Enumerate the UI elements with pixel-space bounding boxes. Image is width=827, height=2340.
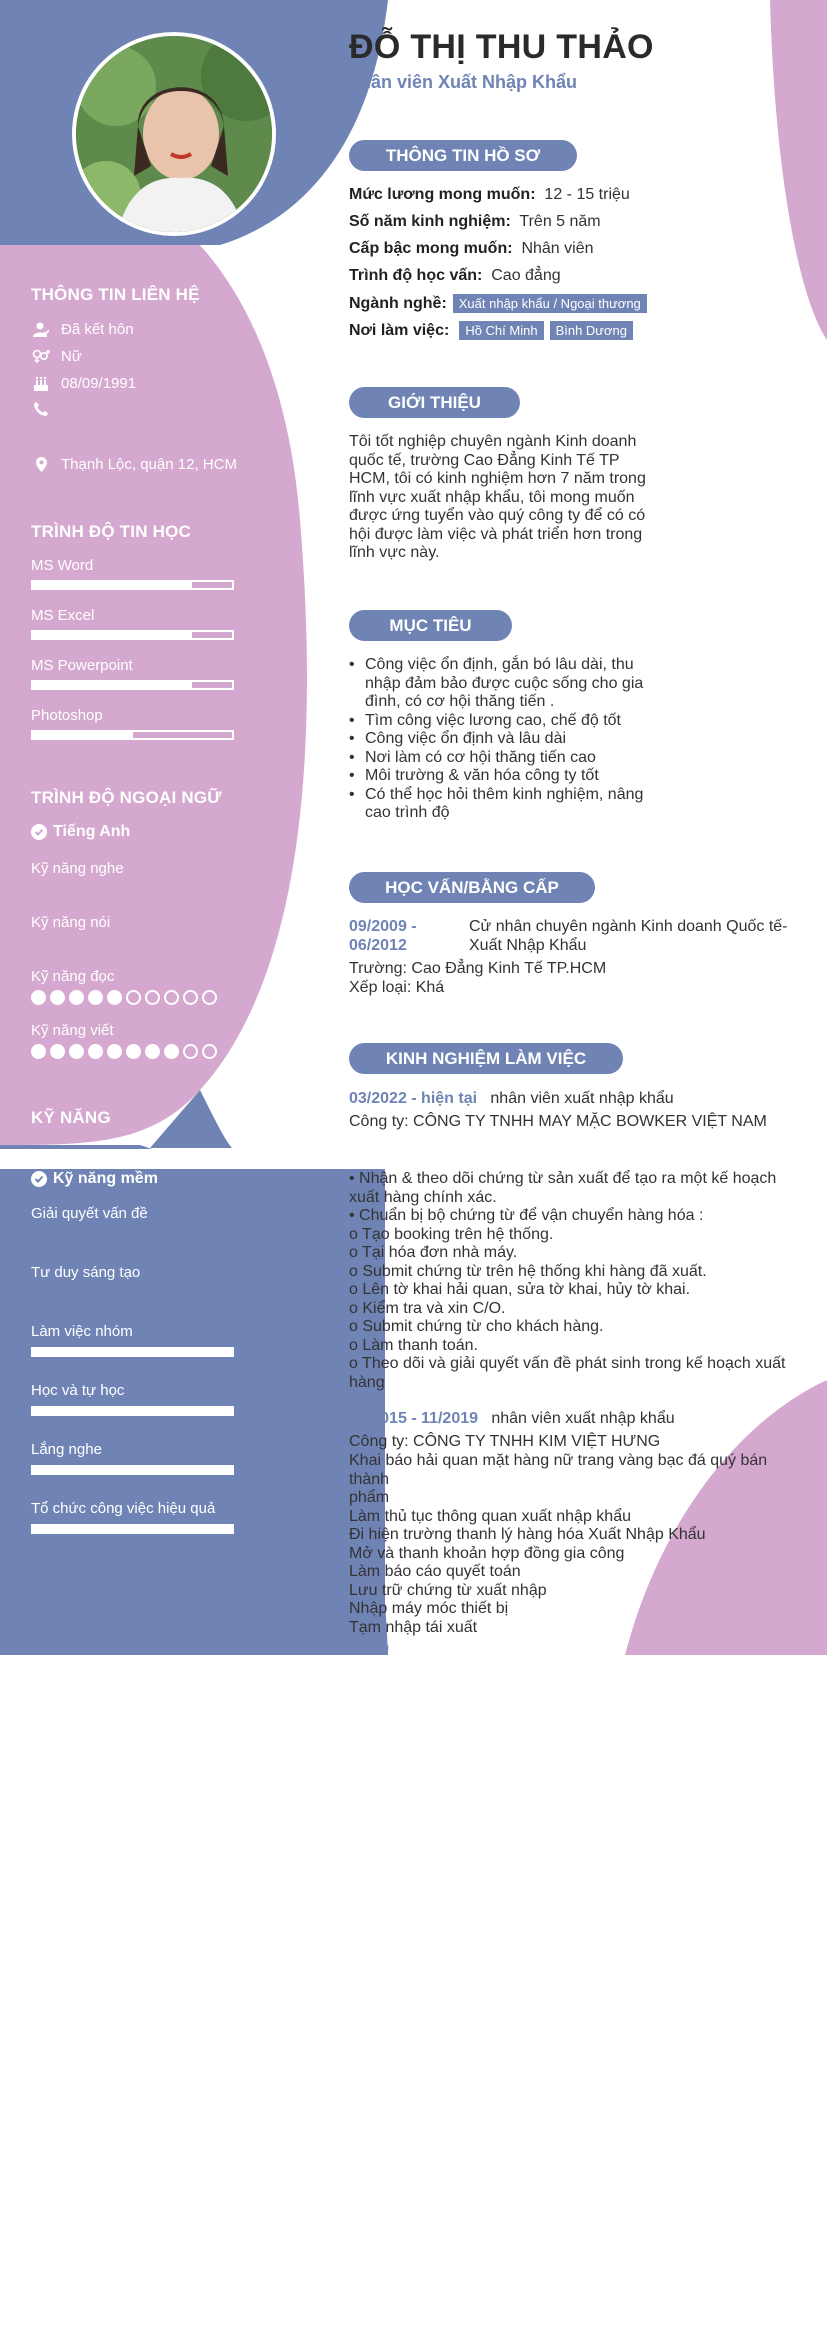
workplace-label: Nơi làm việc: (349, 322, 450, 339)
it-skill-bar (31, 630, 234, 640)
rating-dot (31, 1044, 46, 1059)
skill-bar (31, 1524, 234, 1534)
check-circle-icon (31, 824, 47, 840)
rating-dot (202, 1044, 217, 1059)
salary-label: Mức lương mong muốn: (349, 186, 536, 203)
duty-line: Lưu trữ chứng từ xuất nhập (349, 1581, 547, 1599)
it-skill-bar (31, 680, 234, 690)
check-circle-icon (31, 1171, 47, 1187)
rating-dot (145, 1044, 160, 1059)
rating-dot (88, 1044, 103, 1059)
rating-dot (145, 990, 160, 1005)
job-title: nhân viên Xuất Nhập Khẩu (349, 72, 578, 92)
skill-bar-fill (33, 1349, 232, 1355)
duty-line: o Làm thanh toán. (349, 1336, 478, 1354)
objective-item: Có thể học hỏi thêm kinh nghiệm, nâng (365, 785, 644, 803)
duty-line: • Nhận & theo dõi chứng từ sản xuất để tạo ra một kế hoạch (349, 1170, 777, 1187)
duty-line: Làm thủ tục thông quan xuất nhập khẩu (349, 1507, 631, 1525)
skill-bar-fill (33, 1526, 232, 1532)
bullet: • (349, 767, 355, 784)
duty-line: o Tại hóa đơn nhà máy. (349, 1244, 518, 1261)
duty-line: • Chuẩn bị bộ chứng từ để vận chuyển hàng hóa : (349, 1207, 704, 1224)
it-skill-bar-fill (33, 582, 192, 588)
it-skill-bar-fill (33, 732, 133, 738)
intro-text (349, 433, 649, 563)
skill-bar (31, 1347, 234, 1357)
bullet: • (349, 656, 355, 673)
skill-bar (31, 1465, 234, 1475)
skill-item (31, 1382, 234, 1416)
duty-line: o Theo dõi và giải quyết vấn đề phát sinh trong kế hoạch xuất (349, 1355, 786, 1372)
address (31, 456, 237, 473)
job1-role: nhân viên xuất nhập khẩu (490, 1090, 674, 1107)
gender-icon (31, 349, 51, 364)
education-date-end: 06/2012 (349, 936, 407, 954)
rating-dot (202, 990, 217, 1005)
it-skill-bar-fill (33, 682, 192, 688)
rating-dot (107, 990, 122, 1005)
writing-rating (31, 1044, 217, 1059)
user-icon (31, 322, 51, 337)
job1-company: Công ty: CÔNG TY TNHH MAY MẶC BOWKER VIỆT NAM (349, 1113, 767, 1130)
rating-dot (107, 1044, 122, 1059)
experience-years-label: Số năm kinh nghiệm: (349, 213, 511, 230)
objective-item: Công việc ổn định và lâu dài (365, 730, 567, 747)
skill-item (31, 1323, 234, 1357)
phone (31, 402, 61, 416)
it-skill-name: MS Powerpoint (31, 657, 133, 674)
education-date-start: 09/2009 - (349, 918, 417, 935)
intro-line: HCM, tôi có kinh nghiệm hơn 7 năm trong (349, 470, 646, 487)
duty-line: xuất hàng chính xác. (349, 1188, 497, 1206)
rating-dot (164, 990, 179, 1005)
skill-bar-fill (33, 1408, 232, 1414)
it-skill-item (31, 607, 234, 640)
marital-status (31, 321, 134, 338)
education-dates (349, 918, 417, 955)
salary-row (349, 186, 630, 204)
duty-line: o Lên tờ khai hải quan, sửa tờ khai, hủy tờ khai. (349, 1281, 691, 1298)
address-value: Thạnh Lộc, quận 12, HCM (61, 456, 237, 473)
skill-bar (31, 1406, 234, 1416)
duty-line: Nhập máy móc thiết bị (349, 1600, 509, 1617)
language-skill-speaking: Kỹ năng nói (31, 914, 111, 931)
language-name-text: Tiếng Anh (53, 823, 131, 840)
it-skill-bar-fill (33, 632, 192, 638)
objective-list (349, 656, 659, 823)
experience-years-row (349, 213, 601, 231)
objective-item: Tìm công việc lương cao, chế độ tốt (365, 711, 621, 729)
rating-dot (50, 990, 65, 1005)
it-skill-item (31, 557, 234, 590)
job1-header (349, 1090, 674, 1109)
it-skill-name: Photoshop (31, 707, 103, 724)
objective-section-title: MỤC TIÊU (349, 610, 512, 641)
industry-row (349, 294, 647, 313)
job1-duties (349, 1170, 809, 1392)
duty-line: Tạm nhập tái xuất (349, 1618, 478, 1636)
duty-line: o Kiểm tra và xin C/O. (349, 1299, 506, 1317)
intro-line: lĩnh vực xuất nhập khẩu, tôi mong muốn (349, 488, 635, 506)
duty-line: Đi hiện trường thanh lý hàng hóa Xuất Nhập Khẩu (349, 1526, 706, 1543)
intro-line: hội được làm việc và phát triển hơn trong (349, 525, 643, 543)
intro-section-title: GIỚI THIỆU (349, 387, 520, 418)
skill-name: Làm việc nhóm (31, 1323, 133, 1340)
language-skill-writing: Kỹ năng viết (31, 1022, 114, 1039)
gender (31, 348, 82, 365)
bullet (349, 804, 365, 823)
it-skills-section-title: TRÌNH ĐỘ TIN HỌC (31, 522, 191, 541)
workplace-row (349, 321, 633, 340)
it-skill-name: MS Excel (31, 607, 95, 624)
job2-date: 05/2015 - 11/2019 (349, 1410, 479, 1427)
marital-status-value: Đã kết hôn (61, 321, 134, 338)
education-level-label: Trình độ học vấn: (349, 267, 483, 284)
soft-skills-heading (31, 1170, 158, 1188)
objective-item: nhập đảm bảo được cuộc sống cho gia (365, 674, 644, 692)
skill-item: Tư duy sáng tạo (31, 1264, 141, 1281)
workplace-tag-hcm: Hồ Chí Minh (459, 321, 543, 340)
rating-dot (31, 990, 46, 1005)
duty-line: Mở và thanh khoản hợp đồng gia công (349, 1544, 625, 1562)
skill-name: Lắng nghe (31, 1441, 102, 1458)
objective-item: Công việc ổn định, gắn bó lâu dài, thu (365, 656, 634, 673)
reading-rating (31, 990, 217, 1005)
duty-line: Làm báo cáo quyết toán (349, 1563, 521, 1580)
it-skill-item (31, 657, 234, 690)
education-section-title: HỌC VẤN/BẰNG CẤP (349, 872, 595, 903)
duty-line: o Tạo booking trên hệ thống. (349, 1225, 554, 1243)
bullet (349, 675, 365, 694)
rating-dot (126, 990, 141, 1005)
avatar (72, 32, 276, 236)
intro-line: quốc tế, trường Cao Đẳng Kinh Tế TP (349, 451, 620, 469)
bullet (349, 693, 365, 712)
skill-bar-fill (33, 1467, 232, 1473)
job1-date: 03/2022 - hiện tại (349, 1090, 478, 1107)
skill-item: Giải quyết vấn đề (31, 1205, 148, 1222)
rating-dot (126, 1044, 141, 1059)
duty-line: phẩm (349, 1489, 390, 1506)
experience-section-title: KINH NGHIỆM LÀM VIỆC (349, 1043, 623, 1074)
education-level-row (349, 267, 561, 285)
skill-item (31, 1441, 234, 1475)
languages-section-title: TRÌNH ĐỘ NGOẠI NGỮ (31, 788, 222, 807)
birthday-cake-icon (31, 376, 51, 391)
degree-line: Xuất Nhập Khẩu (469, 936, 587, 954)
skill-item (31, 1500, 234, 1534)
desired-level-row (349, 240, 594, 258)
language-skill-reading: Kỹ năng đọc (31, 968, 115, 985)
profile-section-title: THÔNG TIN HỒ SƠ (349, 140, 577, 171)
rating-dot (69, 990, 84, 1005)
job2-company: Công ty: CÔNG TY TNHH KIM VIỆT HƯNG (349, 1433, 661, 1450)
intro-line: được ứng tuyển vào quý công ty để có có (349, 507, 646, 524)
objective-item: Nơi làm có cơ hội thăng tiến cao (365, 748, 596, 766)
skill-name: Học và tự học (31, 1382, 125, 1399)
rating-dot (69, 1044, 84, 1059)
salary-value: 12 - 15 triệu (544, 186, 630, 203)
skills-section-title: KỸ NĂNG (31, 1108, 111, 1127)
industry-label: Ngành nghề: (349, 295, 447, 312)
duty-line: o Submit chứng từ cho khách hàng. (349, 1318, 604, 1335)
rating-dot (183, 1044, 198, 1059)
job2-duties (349, 1452, 809, 1637)
objective-item: đình, có cơ hội thăng tiến . (365, 693, 555, 710)
bullet: • (349, 711, 355, 729)
bullet: • (349, 748, 355, 766)
skill-name: Tổ chức công việc hiệu quả (31, 1500, 216, 1517)
workplace-tag-binhduong: Bình Dương (550, 321, 633, 340)
education-level-value: Cao đẳng (491, 267, 561, 284)
phone-icon (31, 402, 51, 416)
birthday (31, 375, 136, 392)
rating-dot (50, 1044, 65, 1059)
experience-years-value: Trên 5 năm (519, 213, 601, 230)
education-degree (469, 918, 789, 955)
rating-dot (183, 990, 198, 1005)
duty-line: o Submit chứng từ trên hệ thống khi hàng đã xuất. (349, 1262, 707, 1280)
education-school: Trường: Cao Đẳng Kinh Tế TP.HCM (349, 960, 607, 977)
it-skill-item (31, 707, 234, 740)
rating-dot (164, 1044, 179, 1059)
it-skill-name: MS Word (31, 557, 94, 574)
soft-skills-title: Kỹ năng mềm (53, 1170, 158, 1187)
duty-line: hàng (349, 1373, 385, 1391)
desired-level-label: Cấp bậc mong muốn: (349, 240, 513, 257)
education-grade: Xếp loại: Khá (349, 979, 445, 996)
language-name (31, 823, 130, 841)
candidate-name: ĐỖ THỊ THU THẢO (349, 28, 654, 66)
intro-line: Tôi tốt nghiệp chuyên ngành Kinh doanh (349, 433, 637, 450)
duty-line: Khai báo hải quan mặt hàng nữ trang vàng bạc đá quý bán thành (349, 1452, 768, 1488)
intro-line: lĩnh vực này. (349, 544, 440, 561)
degree-line: Cử nhân chuyên ngành Kinh doanh Quốc tế- (469, 918, 788, 935)
industry-tag: Xuất nhập khẩu / Ngoại thương (453, 294, 647, 313)
birthday-value: 08/09/1991 (61, 375, 137, 392)
job2-role: nhân viên xuất nhập khẩu (491, 1410, 675, 1427)
bullet: • (349, 730, 355, 747)
contact-section-title: THÔNG TIN LIÊN HỆ (31, 285, 200, 304)
language-skill-listening: Kỹ năng nghe (31, 860, 124, 877)
job2-header (349, 1410, 675, 1429)
objective-item: Môi trường & văn hóa công ty tốt (365, 767, 599, 784)
it-skill-bar (31, 580, 234, 590)
desired-level-value: Nhân viên (521, 240, 594, 257)
rating-dot (88, 990, 103, 1005)
location-pin-icon (31, 457, 51, 472)
it-skill-bar (31, 730, 234, 740)
gender-value: Nữ (61, 348, 82, 365)
bullet: • (349, 785, 355, 803)
objective-item: cao trình độ (365, 804, 450, 821)
